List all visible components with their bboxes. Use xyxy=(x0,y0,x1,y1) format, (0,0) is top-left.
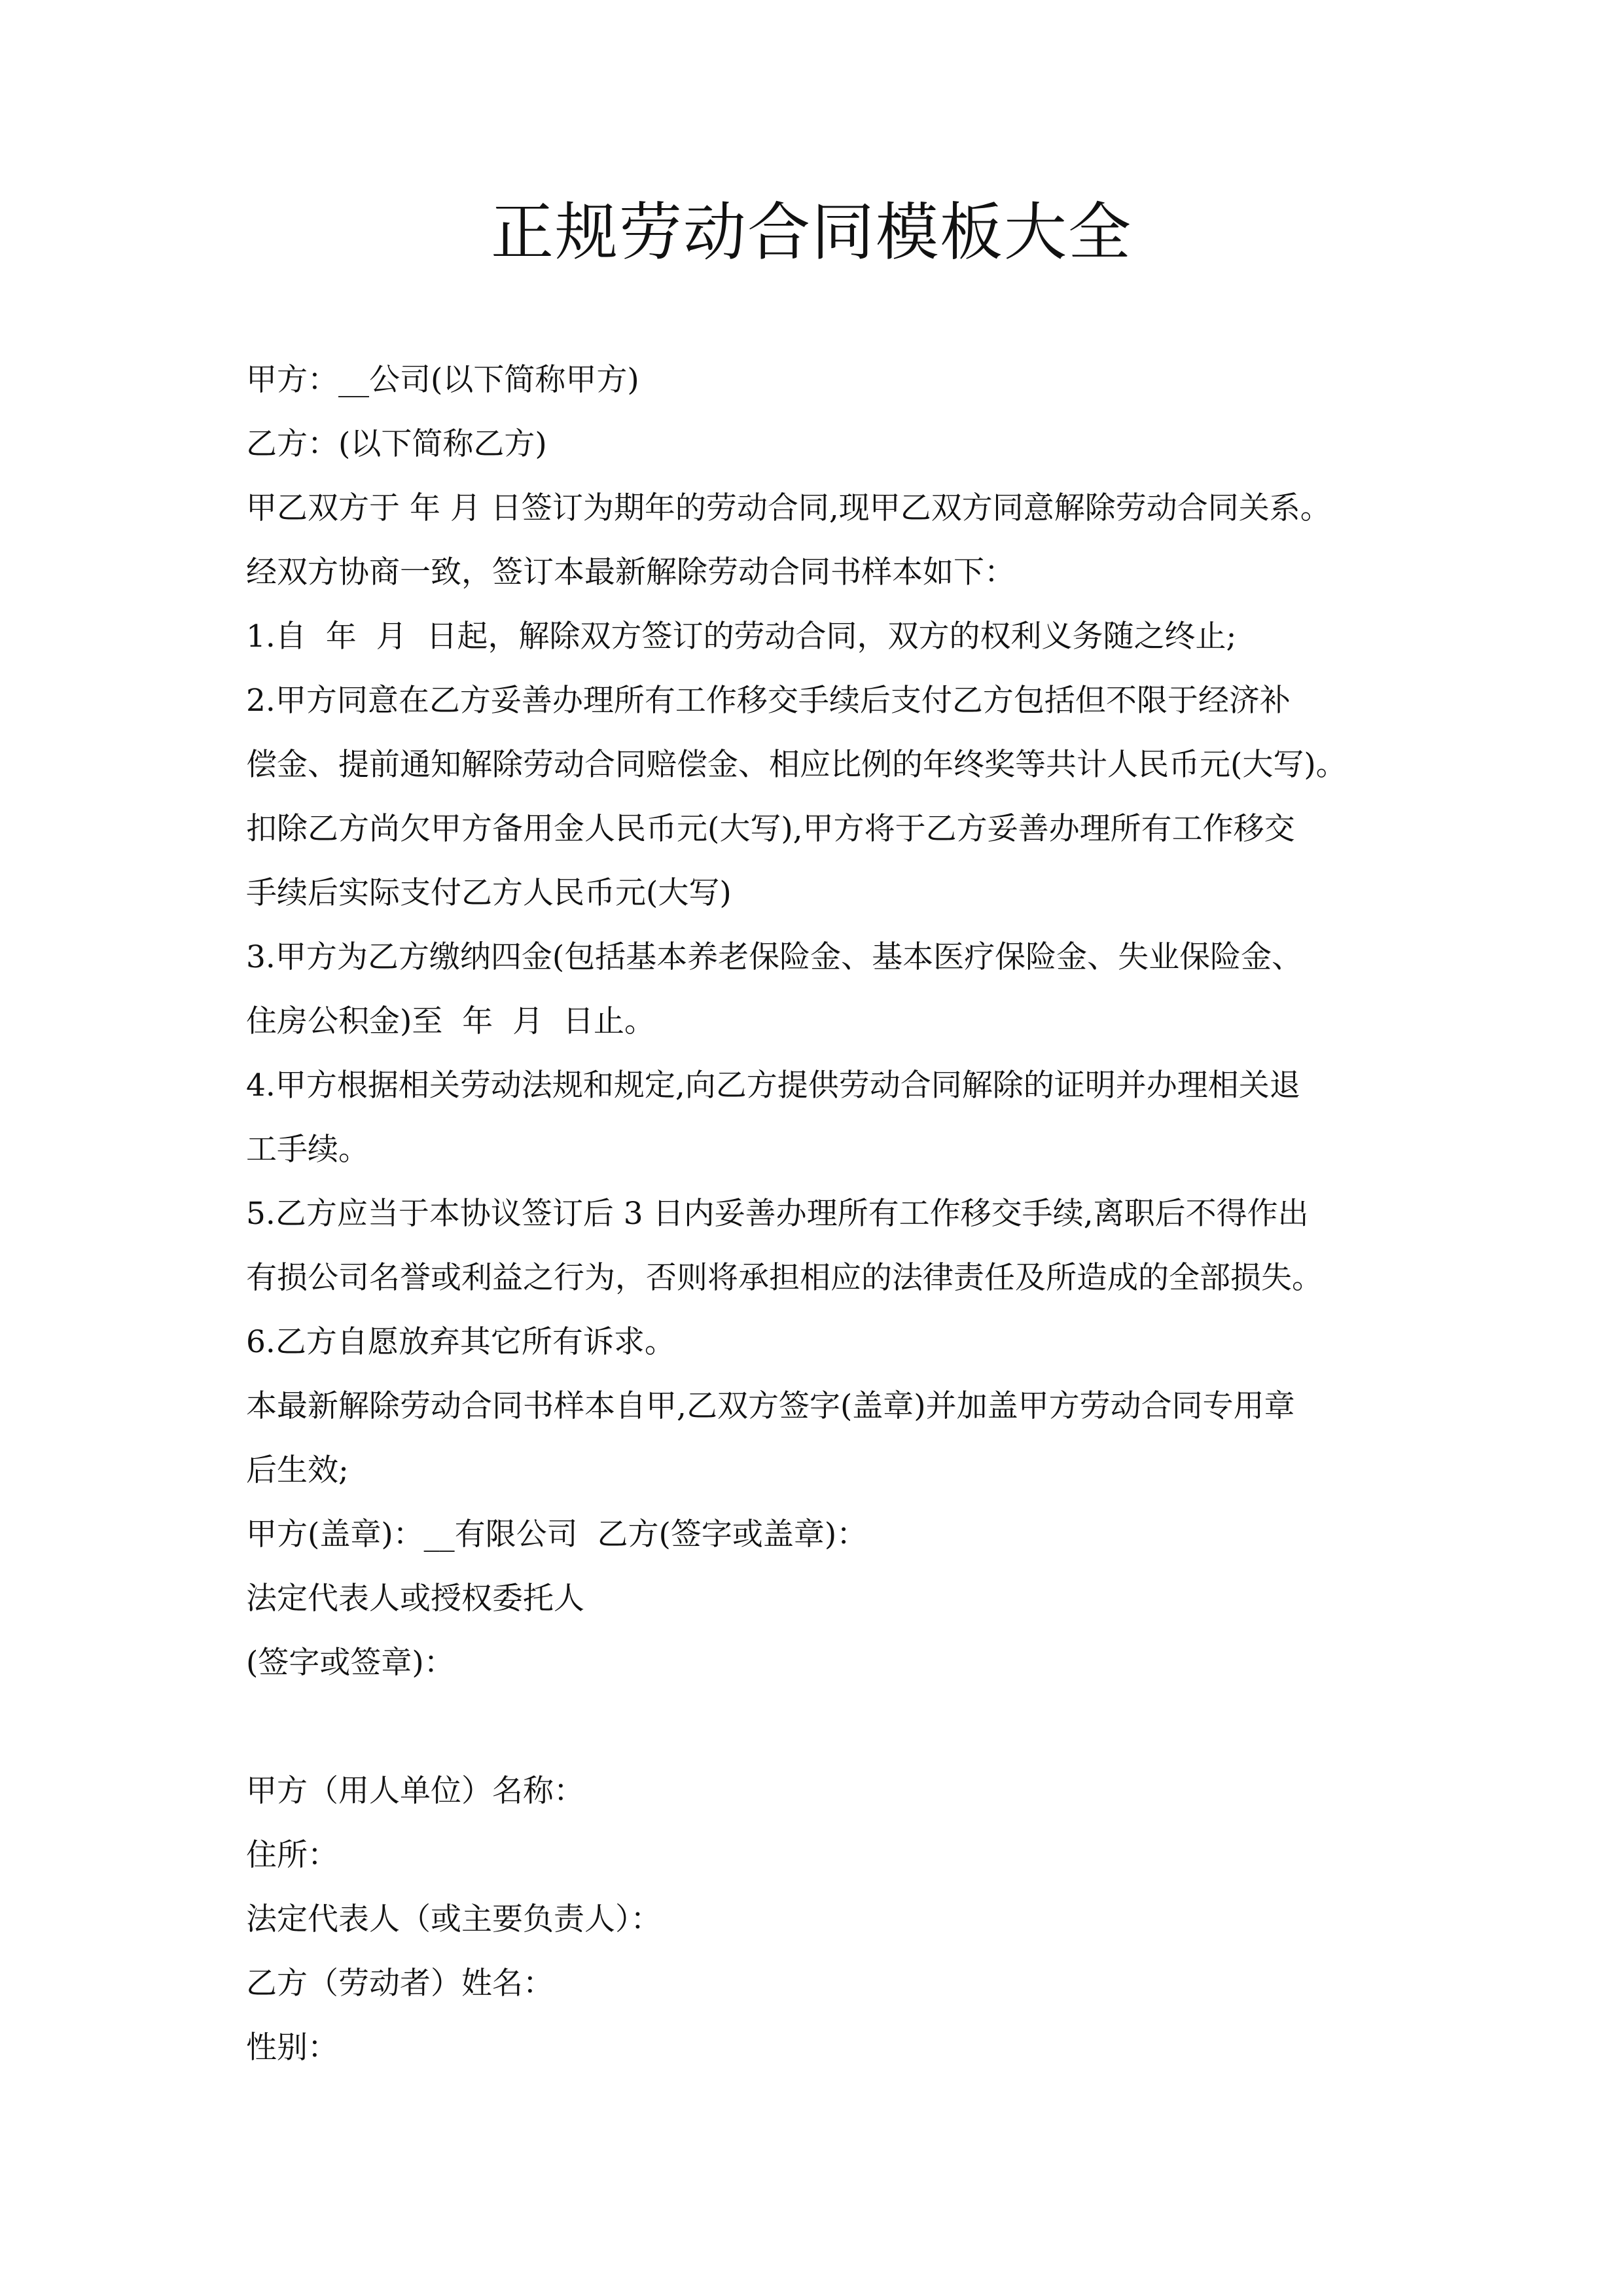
clause-2-line-2: 偿金、提前通知解除劳动合同赔偿金、相应比例的年终奖等共计人民币元(大写)。 xyxy=(246,747,1347,783)
signature-parties-line: 甲方(盖章)：__有限公司 乙方(签字或盖章)： xyxy=(246,1516,868,1552)
clause-4-line-1: 4.甲方根据相关劳动法规和规定,向乙方提供劳动合同解除的证明并办理相关退 xyxy=(246,1067,1300,1103)
clause-2-line-3: 扣除乙方尚欠甲方备用金人民币元(大写),甲方将于乙方妥善办理所有工作移交 xyxy=(246,811,1295,847)
party-a-line: 甲方：__公司(以下简称甲方) xyxy=(246,362,639,398)
clause-5-line-1: 5.乙方应当于本协议签订后 3 日内妥善办理所有工作移交手续,离职后不得作出 xyxy=(246,1196,1309,1232)
contract-intro-line: 甲乙双方于 年 月 日签订为期年的劳动合同,现甲乙双方同意解除劳动合同关系。 xyxy=(246,490,1331,526)
worker-name-field: 乙方（劳动者）姓名： xyxy=(246,1965,554,2001)
clause-3-line-2: 住房公积金)至 年 月 日止。 xyxy=(246,1003,655,1039)
clause-4-line-2: 工手续。 xyxy=(246,1132,369,1168)
signature-seal-line: (签字或签章)： xyxy=(246,1645,455,1681)
clause-2-line-4: 手续后实际支付乙方人民币元(大写) xyxy=(246,875,732,911)
party-b-line: 乙方：(以下简称乙方) xyxy=(246,426,547,462)
effective-clause-line-1: 本最新解除劳动合同书样本自甲,乙双方签字(盖章)并加盖甲方劳动合同专用章 xyxy=(246,1388,1295,1424)
legal-representative-line: 法定代表人或授权委托人 xyxy=(246,1581,584,1617)
agreement-intro-line: 经双方协商一致，签订本最新解除劳动合同书样本如下： xyxy=(246,554,1015,590)
clause-6: 6.乙方自愿放弃其它所有诉求。 xyxy=(246,1324,675,1360)
clause-3-line-1: 3.甲方为乙方缴纳四金(包括基本养老保险金、基本医疗保险金、失业保险金、 xyxy=(246,939,1303,975)
document-body xyxy=(246,348,1424,2080)
legal-rep-field: 法定代表人（或主要负责人）： xyxy=(246,1901,662,1937)
clause-1: 1.自 年 月 日起，解除双方签订的劳动合同，双方的权利义务随之终止; xyxy=(246,619,1237,655)
address-field: 住所： xyxy=(246,1837,338,1873)
employer-name-field: 甲方（用人单位）名称： xyxy=(246,1773,584,1809)
document-title: 正规劳动合同模板大全 xyxy=(491,196,1132,269)
gender-field: 性别： xyxy=(246,2030,338,2066)
clause-5-line-2: 有损公司名誉或利益之行为，否则将承担相应的法律责任及所造成的全部损失。 xyxy=(246,1260,1323,1296)
effective-clause-line-2: 后生效; xyxy=(246,1452,349,1488)
blank-spacer xyxy=(246,1695,1424,1759)
clause-2-line-1: 2.甲方同意在乙方妥善办理所有工作移交手续后支付乙方包括但不限于经济补 xyxy=(246,683,1291,719)
